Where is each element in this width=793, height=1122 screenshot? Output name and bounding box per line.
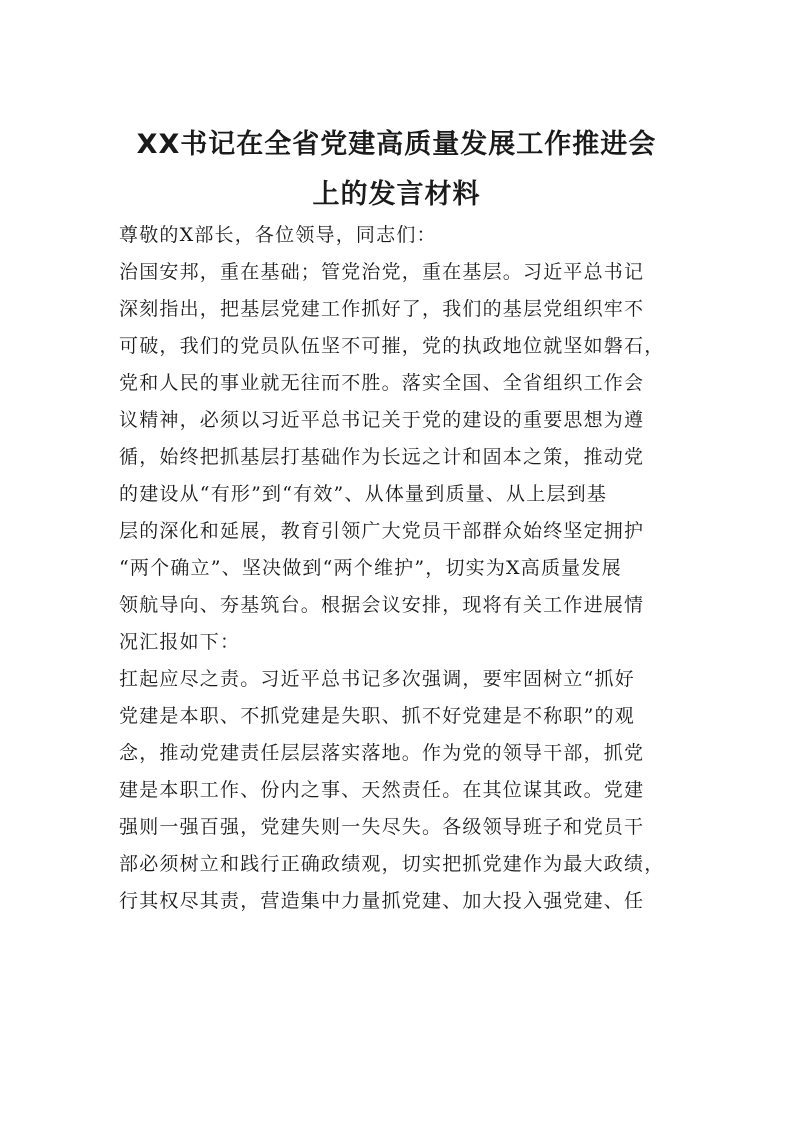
document-title-line-2: 上的发言材料	[312, 179, 481, 210]
body-line: 循，始终把抓基层打基础作为长远之计和固本之策，推动党	[119, 446, 645, 468]
body-line: 议精神，必须以习近平总书记关于党的建设的重要思想为遵	[119, 409, 645, 431]
body-line: “两个确立”、坚决做到“两个维护”，切实为X高质量发展	[119, 557, 622, 579]
body-line: 强则一强百强，党建失则一失尽失。各级领导班子和党员干	[119, 816, 645, 838]
body-line: 况汇报如下：	[119, 631, 241, 653]
document-title-line-1: XX书记在全省党建高质量发展工作推进会	[136, 129, 657, 160]
body-line: 的建设从“有形”到“有效”、从体量到质量、从上层到基	[119, 483, 608, 505]
body-line: 党和人民的事业就无往而不胜。落实全国、全省组织工作会	[119, 372, 645, 394]
body-line: 可破，我们的党员队伍坚不可摧，党的执政地位就坚如磐石，	[119, 335, 665, 357]
body-line: 扛起应尽之责。习近平总书记多次强调，要牢固树立“抓好	[119, 668, 635, 690]
body-line: 部必须树立和践行正确政绩观，切实把抓党建作为最大政绩，	[119, 853, 665, 875]
body-line: 深刻指出，把基层党建工作抓好了，我们的基层党组织牢不	[119, 298, 645, 320]
body-line: 党建是本职、不抓党建是失职、抓不好党建是不称职”的观	[119, 705, 635, 727]
body-line: 治国安邦，重在基础；管党治党，重在基层。习近平总书记	[119, 261, 645, 283]
body-line: 建是本职工作、份内之事、天然责任。在其位谋其政。党建	[119, 779, 645, 801]
body-line: 行其权尽其责，营造集中力量抓党建、加大投入强党建、任	[119, 890, 645, 912]
body-line: 领航导向、夯基筑台。根据会议安排，现将有关工作进展情	[119, 594, 645, 616]
body-line: 念，推动党建责任层层落实落地。作为党的领导干部，抓党	[119, 742, 645, 764]
salutation-line: 尊敬的X部长，各位领导，同志们：	[119, 224, 437, 246]
body-line: 层的深化和延展，教育引领广大党员干部群众始终坚定拥护	[119, 520, 645, 542]
